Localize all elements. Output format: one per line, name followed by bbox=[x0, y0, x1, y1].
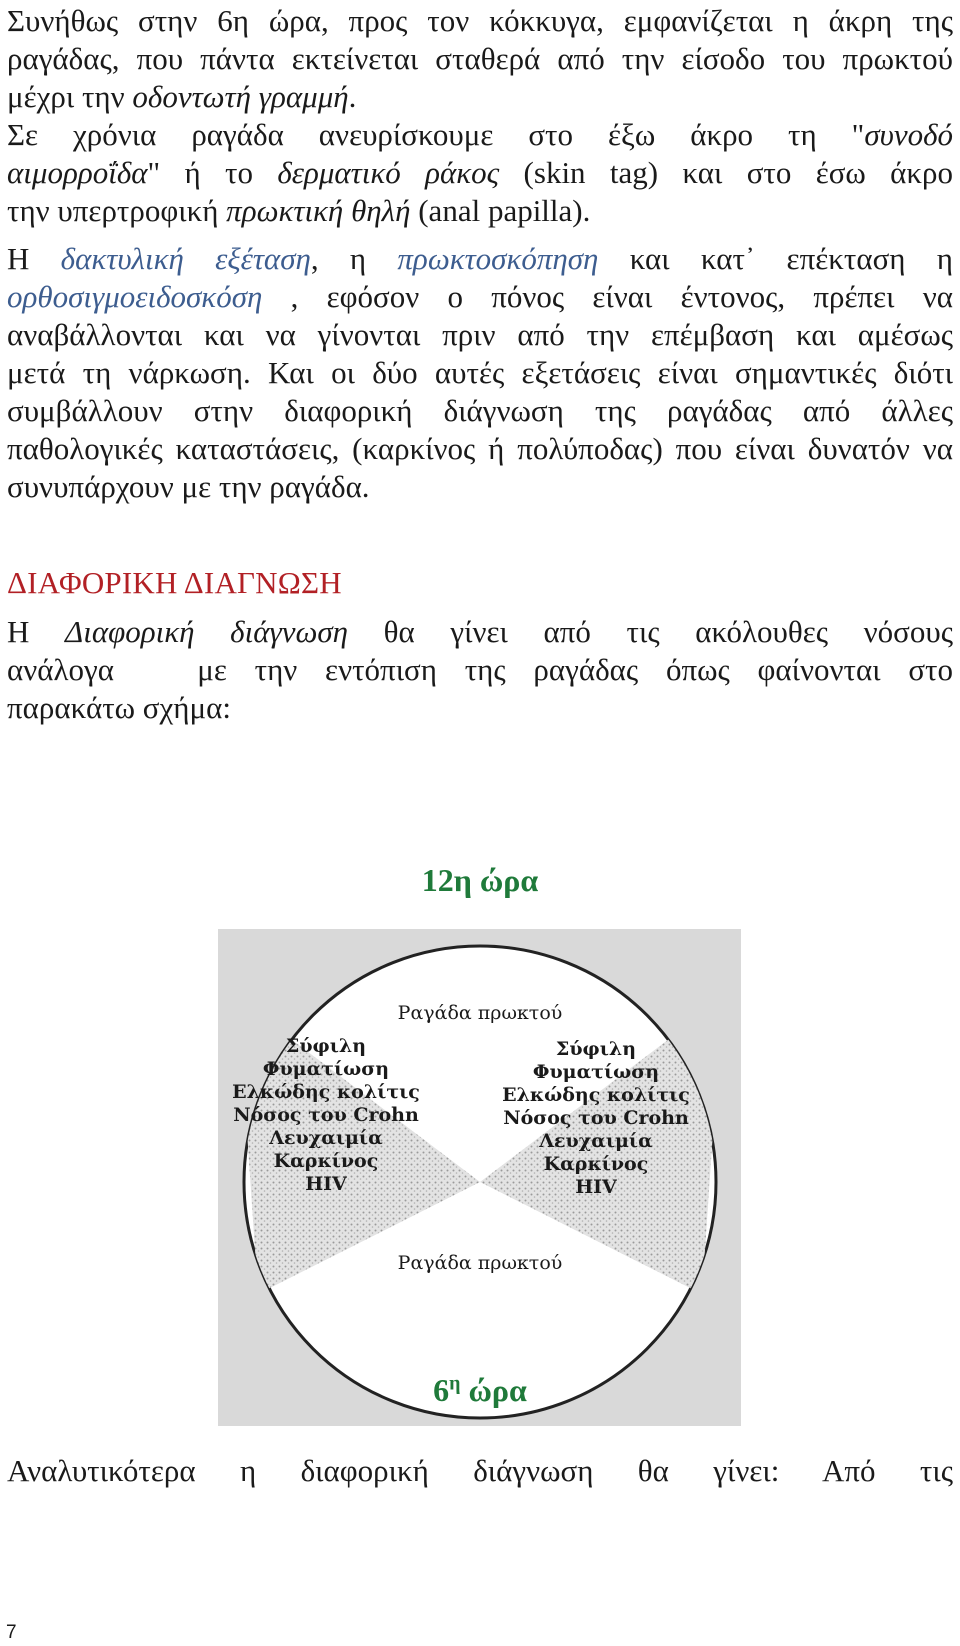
p2-line-3 bbox=[7, 192, 953, 230]
p2-line-2 bbox=[7, 154, 953, 192]
term-dentate-line: οδοντωτή γραμμή bbox=[132, 79, 349, 114]
p1-line-1: Συνήθως στην 6η ώρα, προς τον κόκκυγα, εμφανίζεται η άκρη της bbox=[7, 3, 953, 38]
p3-line-5: συμβάλλουν στην διαφορική διάγνωση της ραγάδας από άλλες bbox=[7, 393, 953, 428]
p3-line-6: παθολογικές καταστάσεις, (καρκίνος ή πολύποδας) που είναι δυνατόν να bbox=[7, 431, 953, 466]
right-item: HIV bbox=[575, 1176, 617, 1198]
term-digital-exam: δακτυλική εξέταση bbox=[60, 241, 311, 276]
text: , εφόσον ο πόνος είναι έντονος, πρέπει να bbox=[262, 279, 953, 314]
p2-line-1 bbox=[7, 116, 953, 154]
fissure-diagram bbox=[218, 929, 741, 1426]
p4-line-2: ανάλογα με την εντόπιση της ραγάδας όπως φαίνονται στο bbox=[7, 652, 953, 687]
page-number: 7 bbox=[6, 1622, 17, 1643]
left-item: Νόσος του Crohn bbox=[233, 1104, 419, 1126]
left-item: Καρκίνος bbox=[273, 1150, 379, 1172]
term-proctoscopy: πρωκτοσκόπηση bbox=[397, 241, 599, 276]
text: Σε χρόνια ραγάδα ανευρίσκουμε στο έξω άκρο τη " bbox=[7, 117, 865, 152]
right-item: Σύφιλη bbox=[555, 1038, 637, 1060]
left-item: Σύφιλη bbox=[285, 1035, 367, 1057]
term-sigmoidoscopy: ορθοσιγμοειδοσκόση bbox=[7, 279, 263, 314]
p1-line-2: ραγάδας, που πάντα εκτείνεται σταθερά από την είσοδο του πρωκτού bbox=[7, 41, 953, 76]
p5-line-1: Αναλυτικότερα η διαφορική διάγνωση θα γίνει: Από τις bbox=[7, 1453, 953, 1488]
p3-line-3: αναβάλλονται και να γίνονται πριν από την επέμβαση και αμέσως bbox=[7, 317, 953, 352]
paragraph-4 bbox=[7, 613, 953, 727]
text: θα γίνει από τις ακόλουθες νόσους bbox=[348, 614, 953, 649]
section-heading: ΔΙΑΦΟΡΙΚΗ ΔΙΑΓΝΩΣΗ bbox=[7, 565, 342, 600]
right-item: Καρκίνος bbox=[543, 1153, 649, 1175]
text: την υπερτροφική bbox=[7, 193, 227, 228]
paragraph-5 bbox=[7, 1452, 953, 1490]
text: (skin tag) και στο έσω άκρο bbox=[499, 155, 953, 190]
text: (anal papilla). bbox=[410, 193, 591, 228]
p1-line-3 bbox=[7, 78, 953, 116]
text: ώρα bbox=[460, 1372, 527, 1408]
text: Η bbox=[7, 614, 66, 649]
superscript: η bbox=[449, 1372, 461, 1395]
right-item: Νόσος του Crohn bbox=[503, 1107, 689, 1129]
fissure-bottom-label: Ραγάδα πρωκτού bbox=[397, 1252, 563, 1274]
fissure-diagram-svg bbox=[218, 929, 741, 1426]
text: μέχρι την bbox=[7, 79, 133, 114]
left-item: Λευχαιμία bbox=[269, 1127, 383, 1149]
text: 6 bbox=[433, 1372, 450, 1408]
right-item: Λευχαιμία bbox=[539, 1130, 653, 1152]
text: " ή το bbox=[147, 155, 278, 190]
right-item: Ελκώδης κολίτις bbox=[502, 1084, 690, 1106]
fissure-top-label: Ραγάδα πρωκτού bbox=[397, 1002, 563, 1024]
term-skin-tag: δερματικό ράκος bbox=[277, 155, 500, 190]
text: Η bbox=[7, 241, 61, 276]
text: και κατ᾽ επέκταση η bbox=[598, 241, 953, 276]
left-item: HIV bbox=[305, 1173, 347, 1195]
paragraph-2 bbox=[7, 116, 953, 230]
left-item: Ελκώδης κολίτις bbox=[232, 1081, 420, 1103]
term-anal-papilla: πρωκτική θηλή bbox=[226, 193, 411, 228]
p4-line-3: παρακάτω σχήμα: bbox=[7, 690, 231, 725]
term-hemorrhoid: αιμορροΐδα bbox=[7, 155, 148, 190]
clock-label-6 bbox=[0, 1372, 960, 1409]
p3-line-4: μετά τη νάρκωση. Και οι δύο αυτές εξετάσεις είναι σημαντικές διότι bbox=[7, 355, 953, 390]
term-differential-diagnosis: Διαφορική διάγνωση bbox=[65, 614, 349, 649]
p3-line-2 bbox=[7, 278, 953, 316]
paragraph-3 bbox=[7, 240, 953, 506]
paragraph-1 bbox=[7, 2, 953, 116]
left-item: Φυματίωση bbox=[262, 1058, 390, 1080]
text: . bbox=[348, 79, 357, 114]
text: , η bbox=[310, 241, 398, 276]
p4-line-1 bbox=[7, 613, 953, 651]
term-sentinel: συνοδό bbox=[864, 117, 953, 152]
p3-line-1 bbox=[7, 240, 953, 278]
right-item: Φυματίωση bbox=[532, 1061, 660, 1083]
clock-label-12: 12η ώρα bbox=[421, 862, 539, 898]
p3-line-7: συνυπάρχουν με την ραγάδα. bbox=[7, 469, 370, 504]
